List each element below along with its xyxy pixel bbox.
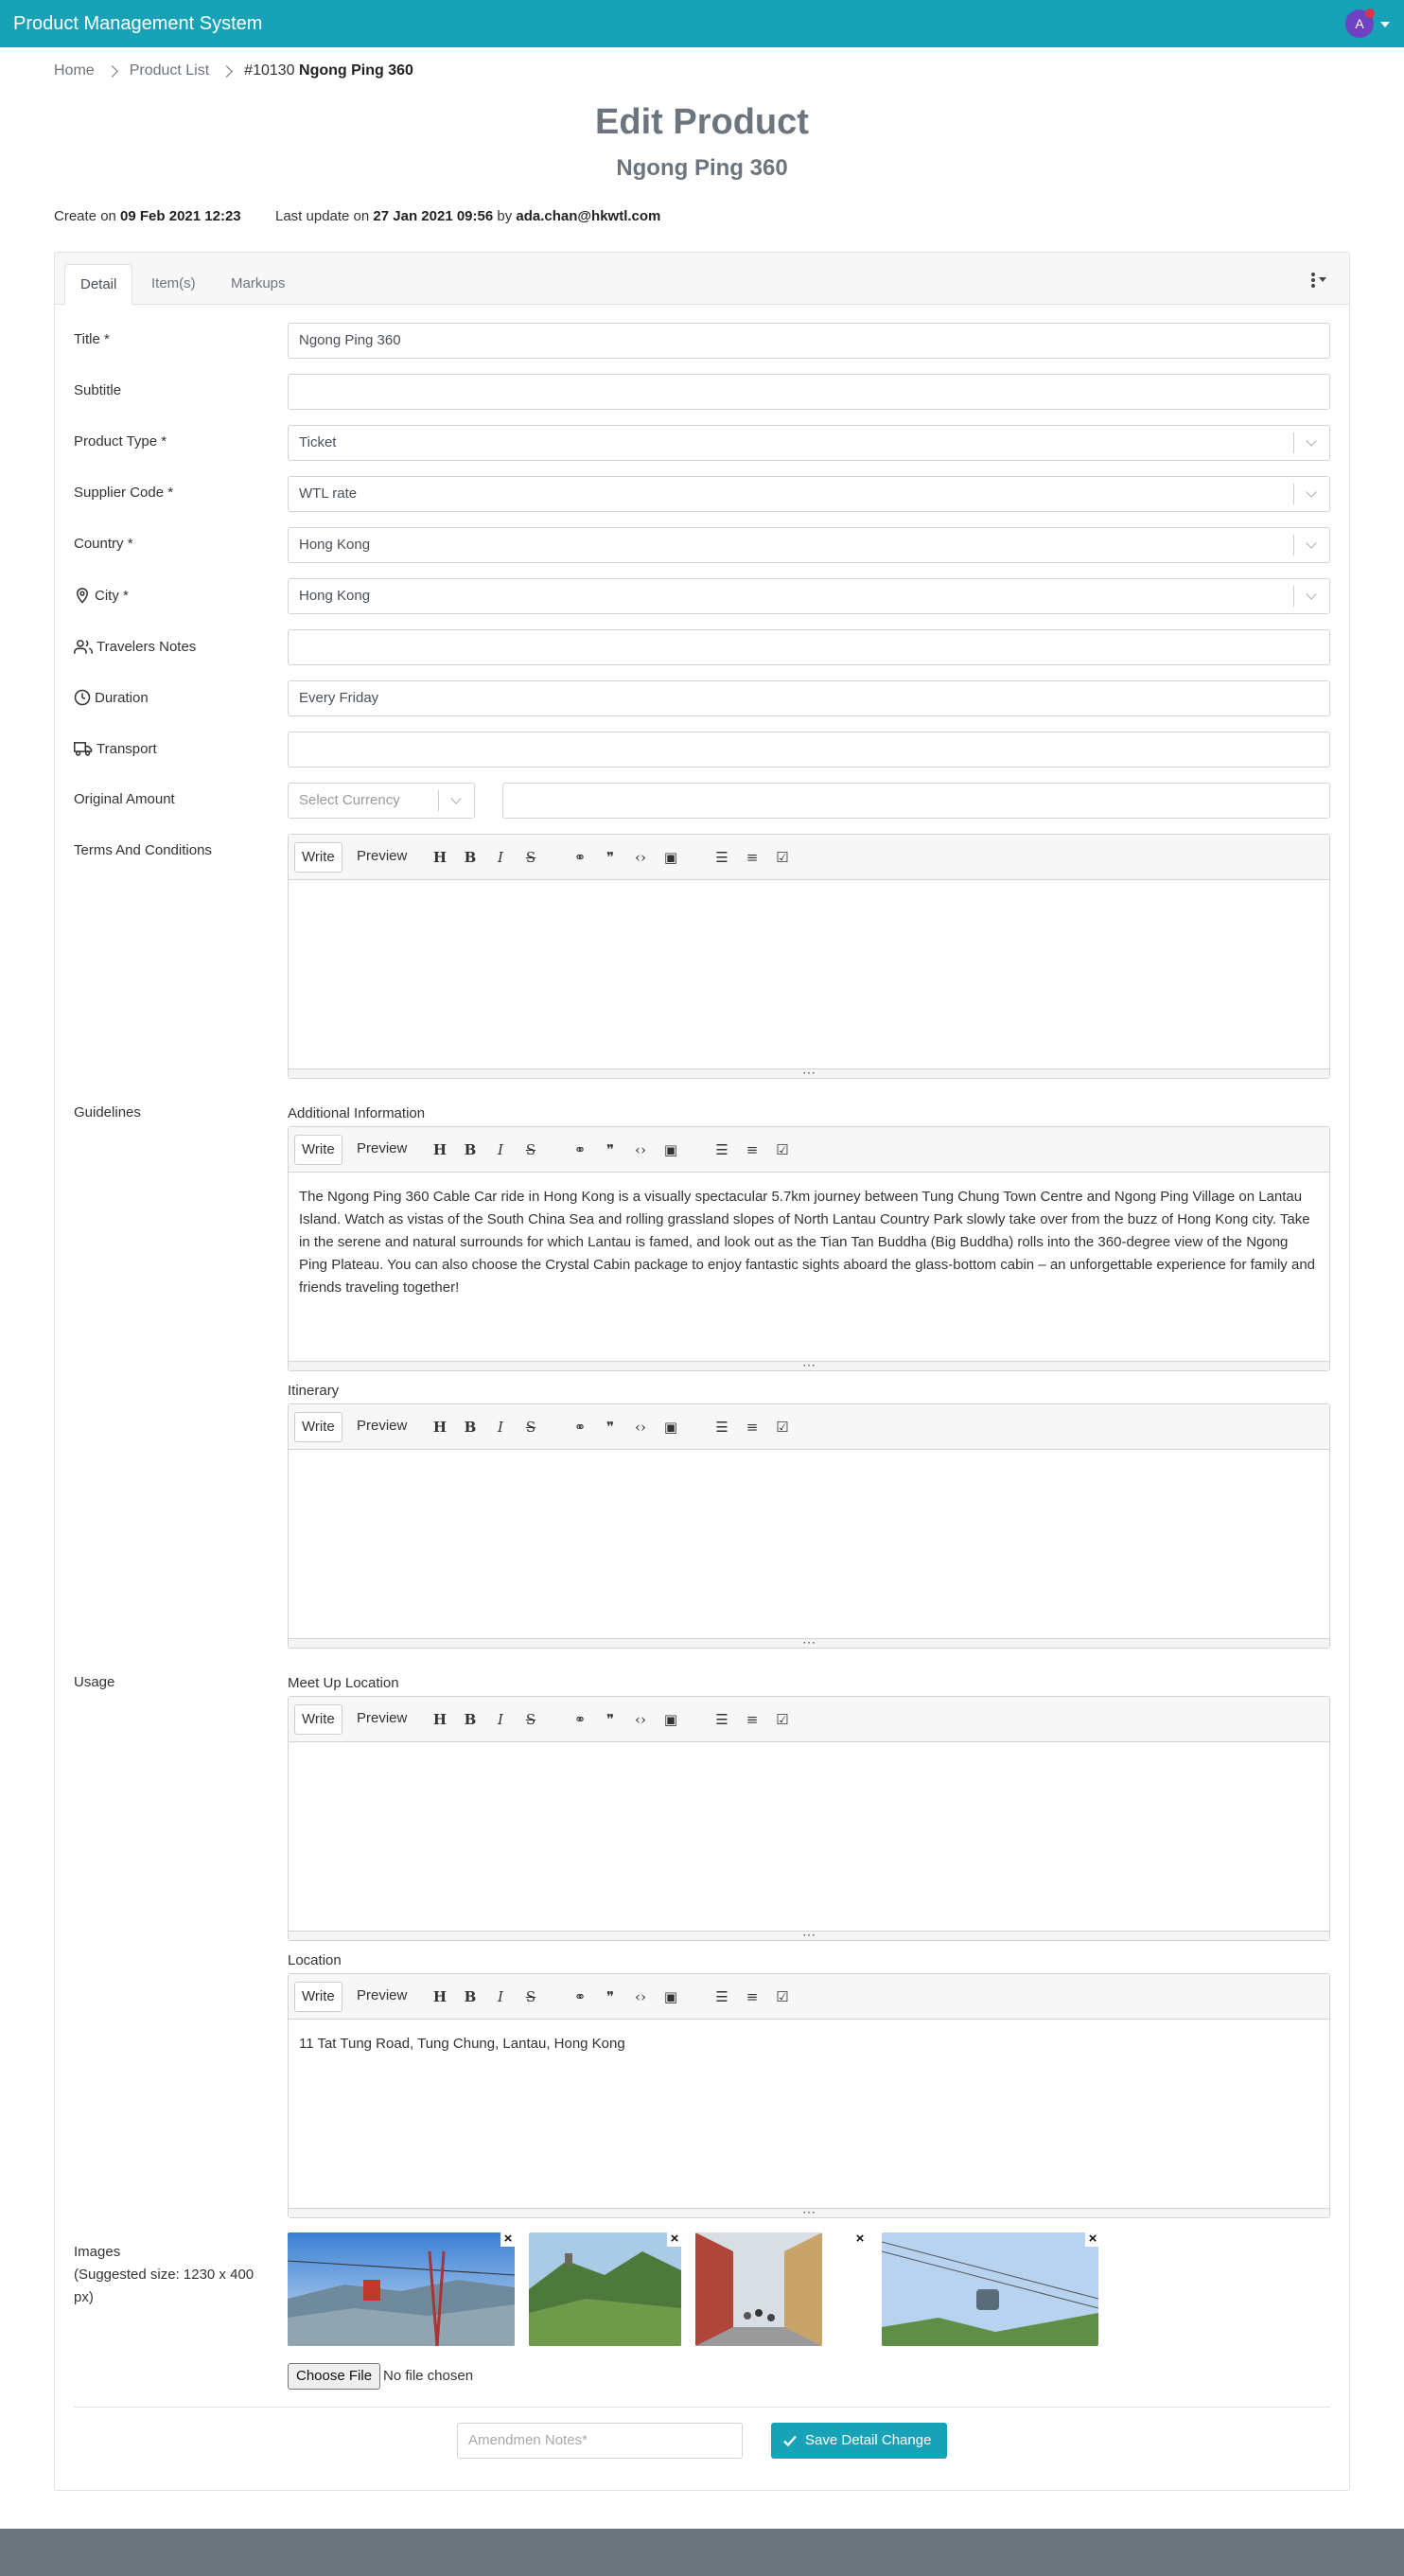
- clock-icon: [74, 689, 91, 706]
- currency-select[interactable]: [288, 783, 475, 819]
- quote-icon[interactable]: ❞: [605, 1711, 615, 1728]
- subtitle-input[interactable]: [288, 374, 1330, 410]
- heading-icon[interactable]: H: [432, 1141, 448, 1158]
- preview-tab[interactable]: Preview: [357, 1987, 408, 2003]
- write-tab[interactable]: Write: [294, 1704, 342, 1735]
- tab-bar: [55, 253, 1349, 305]
- code-icon[interactable]: ‹›: [635, 1711, 646, 1728]
- guidelines-label: Guidelines: [74, 1104, 141, 1120]
- city-select[interactable]: [288, 578, 1330, 614]
- task-list-icon[interactable]: ☑: [776, 1711, 789, 1728]
- product-image-2: [529, 2232, 681, 2346]
- chevron-down-icon[interactable]: [1293, 586, 1329, 607]
- strikethrough-icon[interactable]: S: [525, 1419, 536, 1436]
- product-image-4: [882, 2232, 1098, 2346]
- image-icon[interactable]: ▣: [663, 1988, 678, 2005]
- bold-icon[interactable]: B: [464, 1419, 477, 1436]
- link-icon[interactable]: ⚭: [573, 1419, 587, 1436]
- page-title: Edit Product: [595, 102, 809, 142]
- location-label: Location: [288, 1952, 342, 1968]
- ordered-list-icon[interactable]: ≡: [746, 849, 759, 866]
- strikethrough-icon[interactable]: S: [525, 1141, 536, 1158]
- resize-handle[interactable]: [289, 1931, 1329, 1940]
- quote-icon[interactable]: ❞: [605, 849, 615, 866]
- ordered-list-icon[interactable]: ≡: [746, 1141, 759, 1158]
- strikethrough-icon[interactable]: S: [525, 1988, 536, 2005]
- page-subtitle: Ngong Ping 360: [616, 155, 788, 181]
- resize-handle[interactable]: [289, 1361, 1329, 1370]
- heading-icon[interactable]: H: [432, 1988, 448, 2005]
- usage-label: Usage: [74, 1674, 115, 1690]
- editor-toolbar: [289, 1697, 1329, 1742]
- choose-file-button[interactable]: Choose File: [288, 2363, 380, 2390]
- code-icon[interactable]: ‹›: [635, 1988, 646, 2005]
- image-icon[interactable]: ▣: [663, 849, 678, 866]
- form-divider: [74, 2407, 1330, 2408]
- code-icon[interactable]: ‹›: [635, 1141, 646, 1158]
- chevron-down-icon[interactable]: [1380, 22, 1390, 27]
- user-avatar[interactable]: A: [1345, 9, 1374, 38]
- itinerary-editor: [288, 1403, 1330, 1649]
- italic-icon[interactable]: I: [498, 1711, 503, 1728]
- city-label: City *: [95, 587, 129, 604]
- meet-up-editor: [288, 1696, 1330, 1941]
- top-navbar: [0, 0, 1404, 47]
- product-image-1: [288, 2232, 515, 2346]
- app-brand[interactable]: Product Management System: [13, 13, 263, 34]
- amendment-notes-input[interactable]: Amendmen Notes*: [457, 2423, 743, 2459]
- preview-tab[interactable]: Preview: [357, 1418, 408, 1434]
- record-meta: [54, 208, 660, 224]
- itinerary-label: Itinerary: [288, 1383, 340, 1399]
- editor-toolbar: [289, 1974, 1329, 2020]
- remove-image-4-icon[interactable]: ×: [1085, 2232, 1100, 2247]
- travelers-notes-input[interactable]: [288, 629, 1330, 665]
- more-options-icon[interactable]: [1307, 270, 1332, 289]
- preview-tab[interactable]: Preview: [357, 1710, 408, 1726]
- resize-handle[interactable]: [289, 1068, 1329, 1078]
- resize-handle[interactable]: [289, 1638, 1329, 1648]
- additional-info-editor: [288, 1126, 1330, 1371]
- write-tab[interactable]: Write: [294, 1412, 342, 1442]
- chevron-down-icon[interactable]: [438, 790, 474, 811]
- title-input[interactable]: Ngong Ping 360: [288, 323, 1330, 359]
- remove-image-2-icon[interactable]: ×: [667, 2232, 682, 2247]
- meet-up-editor-body[interactable]: [289, 1742, 1329, 1769]
- write-tab[interactable]: Write: [294, 842, 342, 873]
- terms-editor-body[interactable]: [289, 880, 1329, 907]
- unordered-list-icon[interactable]: ☰: [715, 1711, 728, 1728]
- terms-editor: [288, 834, 1330, 1079]
- chevron-down-icon[interactable]: [1293, 484, 1329, 504]
- breadcrumb-current: [244, 62, 413, 79]
- terms-label: Terms And Conditions: [74, 842, 212, 858]
- bold-icon[interactable]: B: [464, 1988, 477, 2005]
- tab-detail[interactable]: Detail: [64, 264, 132, 305]
- bold-icon[interactable]: B: [464, 1711, 477, 1728]
- breadcrumb-current-name: Ngong Ping 360: [299, 62, 413, 79]
- additional-info-editor-body[interactable]: The Ngong Ping 360 Cable Car ride in Hong Kong is a visually spectacular 5.7km journey between Tung Chung Town Centre and Ngong Ping Village on Lantau Island. Watch as vistas of the South China Sea and rolling grassland slopes of North Lantau Country Park slowly take over from the buzz of Hong Kong city. Take in the serene and natural surrounds for which Lantau is famed, and look out as the Tian Tan Buddha (Big Buddha) rolls into the 360-degree view of the Ngong Ping Plateau. You can also choose the Crystal Cabin package to enjoy fantastic sights aboard the glass-bottom cabin – an unforgettable experience for family and friends traveling together!: [299, 1189, 1316, 1296]
- save-detail-label: Save Detail Change: [805, 2432, 932, 2448]
- supplier-code-value: WTL rate: [299, 485, 358, 502]
- link-icon[interactable]: ⚭: [573, 1711, 587, 1728]
- page-footer: [0, 2529, 1404, 2576]
- link-icon[interactable]: ⚭: [573, 849, 587, 866]
- breadcrumb-home[interactable]: Home: [54, 62, 95, 79]
- images-label: Images: [74, 2244, 121, 2260]
- bold-icon[interactable]: B: [464, 1141, 477, 1158]
- editor-toolbar: [289, 1404, 1329, 1450]
- subtitle-label: Subtitle: [74, 382, 122, 398]
- preview-tab[interactable]: Preview: [357, 848, 408, 864]
- location-editor-body[interactable]: 11 Tat Tung Road, Tung Chung, Lantau, Hong Kong: [299, 2036, 625, 2052]
- transport-label: Transport: [97, 740, 157, 757]
- breadcrumb-product-list[interactable]: Product List: [129, 62, 210, 79]
- chevron-down-icon[interactable]: [1293, 535, 1329, 556]
- users-icon: [74, 638, 93, 655]
- travelers-notes-label-row: [74, 638, 196, 655]
- save-detail-button[interactable]: [771, 2423, 947, 2459]
- unordered-list-icon[interactable]: ☰: [715, 1419, 728, 1436]
- supplier-code-label: Supplier Code *: [74, 485, 174, 501]
- title-label: Title *: [74, 331, 110, 347]
- tab-markups[interactable]: Markups: [231, 275, 286, 291]
- product-type-select[interactable]: [288, 425, 1330, 461]
- code-icon[interactable]: ‹›: [635, 849, 646, 866]
- transport-label-row: [74, 740, 157, 757]
- code-icon[interactable]: ‹›: [635, 1419, 646, 1436]
- product-type-label: Product Type *: [74, 433, 167, 450]
- unordered-list-icon[interactable]: ☰: [715, 1988, 728, 2005]
- duration-input[interactable]: Every Friday: [288, 680, 1330, 716]
- tab-items[interactable]: Item(s): [151, 275, 196, 291]
- strikethrough-icon[interactable]: S: [525, 1711, 536, 1728]
- original-amount-label: Original Amount: [74, 791, 175, 807]
- country-select[interactable]: [288, 527, 1330, 563]
- chevron-down-icon[interactable]: [1293, 432, 1329, 453]
- italic-icon[interactable]: I: [498, 1141, 503, 1158]
- link-icon[interactable]: ⚭: [573, 1988, 587, 2005]
- write-tab[interactable]: Write: [294, 1982, 342, 2012]
- chevron-right-icon: [220, 65, 233, 78]
- city-value: Hong Kong: [299, 588, 371, 604]
- meet-up-label: Meet Up Location: [288, 1675, 399, 1691]
- location-editor: [288, 1973, 1330, 2218]
- quote-icon[interactable]: ❞: [605, 1141, 615, 1158]
- resize-handle[interactable]: [289, 2208, 1329, 2217]
- update-by: by: [497, 208, 513, 224]
- country-value: Hong Kong: [299, 537, 371, 553]
- bold-icon[interactable]: B: [464, 849, 477, 866]
- ordered-list-icon[interactable]: ≡: [746, 1419, 759, 1436]
- italic-icon[interactable]: I: [498, 1988, 503, 2005]
- unordered-list-icon[interactable]: ☰: [715, 1141, 728, 1158]
- images-label-block: [74, 2241, 272, 2309]
- write-tab[interactable]: Write: [294, 1135, 342, 1165]
- city-label-row: [74, 587, 129, 604]
- country-label: Country *: [74, 536, 133, 552]
- image-icon[interactable]: ▣: [663, 1419, 678, 1436]
- editor-toolbar: [289, 1127, 1329, 1173]
- heading-icon[interactable]: H: [432, 849, 448, 866]
- create-date: 09 Feb 2021 12:23: [120, 208, 241, 224]
- update-prefix: Last update on: [274, 208, 370, 224]
- ordered-list-icon[interactable]: ≡: [746, 1711, 759, 1728]
- breadcrumb-current-id: #10130: [244, 62, 295, 79]
- create-prefix: Create on: [54, 208, 116, 224]
- editor-toolbar: [289, 835, 1329, 880]
- itinerary-editor-body[interactable]: [289, 1450, 1329, 1476]
- duration-label-row: [74, 689, 149, 706]
- image-icon[interactable]: ▣: [663, 1141, 678, 1158]
- check-icon: [782, 2433, 798, 2448]
- italic-icon[interactable]: I: [498, 1419, 503, 1436]
- product-type-value: Ticket: [299, 434, 337, 450]
- supplier-code-select[interactable]: [288, 476, 1330, 512]
- strikethrough-icon[interactable]: S: [525, 849, 536, 866]
- transport-input[interactable]: [288, 732, 1330, 768]
- breadcrumb: [54, 61, 413, 81]
- task-list-icon[interactable]: ☑: [776, 849, 789, 866]
- travelers-notes-label: Travelers Notes: [97, 638, 197, 655]
- notification-dot: [1365, 9, 1375, 18]
- remove-image-3-icon[interactable]: ×: [852, 2232, 868, 2247]
- unordered-list-icon[interactable]: ☰: [715, 849, 728, 866]
- task-list-icon[interactable]: ☑: [776, 1141, 789, 1158]
- map-pin-icon: [74, 587, 91, 604]
- duration-label: Duration: [95, 689, 149, 706]
- task-list-icon[interactable]: ☑: [776, 1988, 789, 2005]
- task-list-icon[interactable]: ☑: [776, 1419, 789, 1436]
- chevron-right-icon: [106, 65, 118, 78]
- additional-info-label: Additional Information: [288, 1105, 426, 1121]
- italic-icon[interactable]: I: [498, 849, 503, 866]
- preview-tab[interactable]: Preview: [357, 1140, 408, 1156]
- image-icon[interactable]: ▣: [663, 1711, 678, 1728]
- ordered-list-icon[interactable]: ≡: [746, 1988, 759, 2005]
- update-date: 27 Jan 2021 09:56: [373, 208, 494, 224]
- images-size-hint: (Suggested size: 1230 x 400 px): [74, 2267, 254, 2305]
- original-amount-input[interactable]: [502, 783, 1330, 819]
- heading-icon[interactable]: H: [432, 1711, 448, 1728]
- remove-image-1-icon[interactable]: ×: [500, 2232, 516, 2247]
- no-file-text: No file chosen: [383, 2368, 474, 2384]
- heading-icon[interactable]: H: [432, 1419, 448, 1436]
- truck-icon: [74, 740, 93, 757]
- currency-placeholder: Select Currency: [299, 792, 400, 808]
- quote-icon[interactable]: ❞: [605, 1988, 615, 2005]
- link-icon[interactable]: ⚭: [573, 1141, 587, 1158]
- update-user: ada.chan@hkwtl.com: [516, 208, 661, 224]
- product-image-3: [695, 2232, 822, 2346]
- quote-icon[interactable]: ❞: [605, 1419, 615, 1436]
